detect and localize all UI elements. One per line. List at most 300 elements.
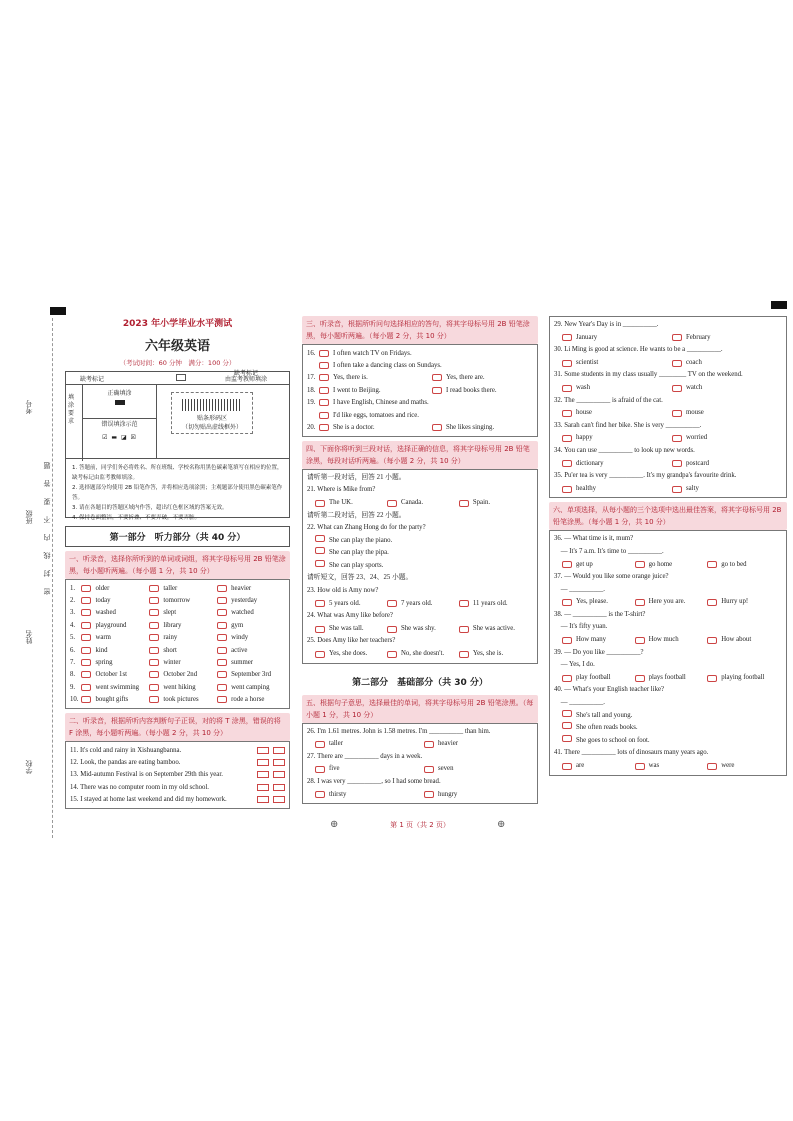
answer-bubble[interactable] [707,637,717,644]
exam-subject: 六年级英语 [144,339,210,354]
answer-bubble[interactable] [459,600,469,607]
question-text: 30. Li Ming is good at science. He wants to be a __________. [554,346,723,354]
question-number: 9. [70,683,76,691]
option[interactable] [554,735,782,748]
false-bubble[interactable] [273,784,285,791]
crosshair-icon: ⊕ [497,819,506,830]
option[interactable] [635,634,708,647]
option[interactable] [81,671,149,678]
option[interactable] [554,710,782,723]
option-text: I read books there. [446,386,497,394]
answer-bubble[interactable] [149,597,159,604]
answer-bubble[interactable] [149,684,159,691]
option[interactable] [217,696,285,703]
question-number: 17. [307,374,316,382]
option-text: mouse [686,409,704,417]
answer-bubble[interactable] [459,651,469,658]
option-text: summer [231,659,254,667]
part2-heading: 第二部分 基础部分（共 30 分） [352,677,488,688]
list-item [70,744,285,756]
option[interactable] [387,598,459,611]
answer-bubble[interactable] [217,659,227,666]
answer-bubble[interactable] [217,585,227,592]
true-bubble[interactable] [257,784,269,791]
answer-bubble[interactable] [672,460,682,467]
list-item [70,694,285,706]
option[interactable] [562,432,672,445]
list-item [70,607,285,619]
answer-bubble[interactable] [562,486,572,493]
option[interactable] [707,672,780,685]
answer-bubble[interactable] [217,696,227,703]
question-text: — __________. [554,585,605,593]
true-bubble[interactable] [257,759,269,766]
option[interactable] [432,374,485,381]
true-bubble[interactable] [257,771,269,778]
question-number: 7. [70,659,76,667]
option[interactable] [707,559,780,572]
option[interactable] [217,684,285,691]
option[interactable] [424,763,533,776]
wrong-fill-samples: ☑ ▬ ◪ ☒ [102,434,137,441]
option[interactable] [672,407,782,420]
question-text: 14. There was no computer room in my old school. [70,783,209,791]
question-number: 4. [70,621,76,629]
answer-bubble[interactable] [315,626,325,633]
answer-bubble[interactable] [635,599,645,606]
option[interactable] [432,387,497,394]
option-text: 5 years old. [329,599,361,607]
answer-bubble[interactable] [562,435,572,442]
instruction-item: 2. 选择题部分均使用 2B 铅笔作答，并将相应选项涂黑；主观题部分使用黑色碳素笔作答。 [72,485,283,501]
list-item [307,359,533,371]
info-box [65,371,290,459]
answer-bubble[interactable] [562,599,572,606]
answer-bubble[interactable] [459,626,469,633]
option[interactable] [81,609,149,616]
option-text: went swimming [95,683,140,691]
sidebar [20,360,56,820]
answer-bubble[interactable] [315,651,325,658]
list-item [70,793,285,805]
answer-bubble[interactable] [562,561,572,568]
option-text: September 3rd [231,671,271,679]
question-text: 27. There are __________ days in a week. [307,752,423,760]
answer-bubble[interactable] [562,735,572,742]
options-row [554,760,782,773]
answer-bubble[interactable] [672,385,682,392]
answer-bubble[interactable] [217,634,227,641]
option[interactable] [315,789,424,802]
answer-bubble[interactable] [562,385,572,392]
option-text: bought gifts [95,696,129,704]
option[interactable] [81,647,149,654]
list-item [70,769,285,781]
answer-bubble[interactable] [81,659,91,666]
option[interactable] [707,596,780,609]
option-text: short [163,646,177,654]
answer-bubble[interactable] [217,684,227,691]
option[interactable] [149,609,217,616]
option[interactable] [672,483,782,496]
option[interactable] [149,634,217,641]
option-text: play football [576,673,611,681]
answer-bubble[interactable] [635,561,645,568]
option[interactable] [149,597,217,604]
option[interactable] [707,760,780,773]
option[interactable] [672,357,782,370]
seal-warning: 密 封 线 内 不 要 答 题 [43,460,51,595]
option[interactable] [562,559,635,572]
answer-bubble[interactable] [707,561,717,568]
option[interactable] [672,458,782,471]
option[interactable] [635,596,708,609]
option[interactable] [432,424,494,431]
options-row [307,648,533,661]
answer-bubble[interactable] [217,671,227,678]
option[interactable] [315,598,387,611]
question-text: — It's fifty yuan. [554,623,608,631]
answer-bubble[interactable] [635,637,645,644]
options-row [554,458,782,471]
answer-bubble[interactable] [149,634,159,641]
option[interactable] [387,648,459,661]
answer-bubble[interactable] [315,535,325,542]
option[interactable] [459,623,531,636]
answer-bubble[interactable] [81,622,91,629]
answer-bubble[interactable] [319,374,329,381]
option[interactable] [459,598,531,611]
answer-bubble[interactable] [635,763,645,770]
answer-bubble[interactable] [672,360,682,367]
options-row [554,357,782,370]
list-item [70,632,285,644]
answer-bubble[interactable] [315,766,325,773]
answer-bubble[interactable] [672,435,682,442]
option-text: thirsty [329,790,347,798]
option[interactable] [707,634,780,647]
option-text: February [686,333,711,341]
option[interactable] [562,760,635,773]
true-bubble[interactable] [257,747,269,754]
option-text: She is a doctor. [333,424,375,432]
option-text: January [576,333,598,341]
question-text: 36. — What time is it, mum? [554,535,634,543]
option[interactable] [81,659,149,666]
option[interactable] [217,647,285,654]
option-text: Yes, she does. [329,650,368,658]
option[interactable] [387,623,459,636]
option[interactable] [81,684,149,691]
option[interactable] [81,622,149,629]
answer-bubble[interactable] [562,637,572,644]
answer-bubble[interactable] [707,599,717,606]
question-text: 41. There __________ lots of dinosaurs many years ago. [554,749,709,757]
option[interactable] [319,374,432,381]
option-text: watch [686,383,703,391]
barcode-label: 贴条形码区 [196,415,227,422]
option[interactable] [315,763,424,776]
option[interactable] [149,684,217,691]
option-text: No, she doesn't. [400,650,445,658]
option[interactable] [307,547,533,560]
option[interactable] [319,412,522,419]
question-text: 33. Sarah can't find her bike. She is very __________. [554,421,702,429]
answer-bubble[interactable] [319,399,329,406]
option-text: October 1st [95,671,127,679]
page-footer: 第 1 页（共 2 页） [390,821,450,829]
answer-bubble[interactable] [562,460,572,467]
answer-bubble[interactable] [672,334,682,341]
options-row [554,559,782,572]
answer-bubble[interactable] [81,671,91,678]
question-text: 39. — Do you like __________? [554,648,644,656]
answer-bubble[interactable] [81,684,91,691]
option[interactable] [149,622,217,629]
answer-bubble[interactable] [562,410,572,417]
option-text: yesterday [231,597,258,605]
list-item [70,644,285,656]
list-item [307,421,533,433]
option[interactable] [149,647,217,654]
option[interactable] [149,671,217,678]
false-bubble[interactable] [273,796,285,803]
answer-bubble[interactable] [319,424,329,431]
option[interactable] [672,332,782,345]
question-number: 16. [307,349,316,357]
option[interactable] [562,596,635,609]
option-text: seven [438,765,454,773]
option[interactable] [635,559,708,572]
answer-bubble[interactable] [672,410,682,417]
answer-bubble[interactable] [432,424,442,431]
option[interactable] [81,634,149,641]
option[interactable] [635,672,708,685]
option-text: She was tall. [329,624,364,632]
option-text: healthy [576,484,597,492]
answer-bubble[interactable] [149,622,159,629]
option[interactable] [315,648,387,661]
option[interactable] [562,332,672,345]
option[interactable] [562,382,672,395]
question-text: 12. Look, the pandas are eating bamboo. [70,758,181,766]
option-text: She can play the piano. [329,536,393,544]
option-text: windy [231,634,249,642]
answer-bubble[interactable] [149,647,159,654]
false-bubble[interactable] [273,759,285,766]
answer-bubble[interactable] [81,597,91,604]
false-bubble[interactable] [273,747,285,754]
option[interactable] [217,585,285,592]
instruction-item: 4. 保持卷面整洁，不要折叠、不要弄破，不要弄脏。 [72,515,200,521]
list-item [307,372,533,384]
option[interactable] [562,672,635,685]
answer-bubble[interactable] [319,362,329,369]
option-text: October 2nd [163,671,198,679]
list-item [70,669,285,681]
question-text: 请听第二段对话，回答 22 小题。 [307,511,406,519]
answer-bubble[interactable] [387,651,397,658]
option-text: older [95,584,110,592]
answer-bubble[interactable] [387,500,397,507]
options-row [307,763,533,776]
option-text: coach [686,358,702,366]
option[interactable] [81,585,149,592]
answer-bubble[interactable] [562,675,572,682]
option[interactable] [424,738,533,751]
option[interactable] [424,789,533,802]
answer-bubble[interactable] [315,500,325,507]
answer-bubble[interactable] [217,622,227,629]
barcode-area [171,392,253,434]
xuexiao-label: 学校 [25,760,33,774]
answer-bubble[interactable] [149,659,159,666]
list-item [307,409,533,421]
options-row [307,789,533,802]
answer-bubble[interactable] [81,647,91,654]
answer-bubble[interactable] [81,609,91,616]
option-text: scientist [576,358,599,366]
true-bubble[interactable] [257,796,269,803]
option[interactable] [562,458,672,471]
option-text: How about [721,636,752,644]
answer-bubble[interactable] [81,696,91,703]
answer-bubble[interactable] [81,585,91,592]
option[interactable] [307,535,533,548]
option-text: kind [95,646,108,654]
option[interactable] [319,387,432,394]
option[interactable] [635,760,708,773]
option-text: spring [95,659,113,667]
answer-bubble[interactable] [319,412,329,419]
question-number: 18. [307,386,316,394]
absent-mark-box[interactable] [176,374,186,381]
option-text: playground [95,621,127,629]
answer-bubble[interactable] [149,696,159,703]
section6-instructions: 六、单项选择，从每小题的三个选项中选出最佳答案，将其字母标号用 2B 铅笔涂黑。（每小题 1 分，共 10 分） [549,502,787,530]
answer-bubble[interactable] [432,374,442,381]
option-text: get up [576,560,593,568]
answer-bubble[interactable] [315,741,325,748]
option[interactable] [315,623,387,636]
answer-bubble[interactable] [315,791,325,798]
option[interactable] [459,648,531,661]
option[interactable] [217,622,285,629]
option[interactable] [562,407,672,420]
answer-bubble[interactable] [562,334,572,341]
question-text: 13. Mid-autumn Festival is on September 29th this year. [70,771,223,779]
option-text: postcard [686,459,710,467]
option[interactable] [562,483,672,496]
answer-bubble[interactable] [635,675,645,682]
answer-bubble[interactable] [424,741,434,748]
option[interactable] [217,609,285,616]
absent-mark-note: 缺考标记 由监考教师填涂 [224,370,267,383]
option[interactable] [217,597,285,604]
answer-bubble[interactable] [319,387,329,394]
answer-bubble[interactable] [149,671,159,678]
option[interactable] [319,350,522,357]
answer-bubble[interactable] [707,675,717,682]
question-text: 22. What can Zhang Hong do for the party? [307,524,426,532]
option[interactable] [217,634,285,641]
answer-bubble[interactable] [432,387,442,394]
answer-bubble[interactable] [149,585,159,592]
option[interactable] [319,424,432,431]
option[interactable] [217,671,285,678]
column-3 [549,316,787,776]
option-text: plays football [648,673,686,681]
option[interactable] [315,738,424,751]
answer-bubble[interactable] [217,597,227,604]
option[interactable] [81,696,149,703]
option[interactable] [81,597,149,604]
answer-bubble[interactable] [459,500,469,507]
answer-bubble[interactable] [707,763,717,770]
option[interactable] [562,634,635,647]
answer-bubble[interactable] [387,600,397,607]
answer-bubble[interactable] [315,560,325,567]
option-text: rainy [163,634,178,642]
option-text: I often take a dancing class on Sundays. [333,362,442,370]
answer-bubble[interactable] [562,360,572,367]
option-text: The UK. [329,498,353,506]
option[interactable] [554,722,782,735]
answer-bubble[interactable] [562,710,572,717]
answer-bubble[interactable] [387,626,397,633]
answer-bubble[interactable] [217,647,227,654]
answer-bubble[interactable] [149,609,159,616]
section5-continued [549,316,787,498]
option[interactable] [149,585,217,592]
option-text: I often watch TV on Fridays. [333,349,412,357]
answer-bubble[interactable] [319,350,329,357]
list-item [307,397,533,409]
answer-bubble[interactable] [672,486,682,493]
option[interactable] [387,497,459,510]
answer-bubble[interactable] [424,766,434,773]
answer-bubble[interactable] [562,763,572,770]
option-text: Yes, please. [576,598,608,606]
option-text: worried [686,434,708,442]
option[interactable] [672,382,782,395]
option[interactable] [459,497,531,510]
answer-bubble[interactable] [315,600,325,607]
corner-mark [50,307,66,315]
option[interactable] [149,659,217,666]
question-text: — Yes, I do. [554,661,595,669]
answer-bubble[interactable] [81,634,91,641]
answer-bubble[interactable] [315,547,325,554]
option[interactable] [149,696,217,703]
option[interactable] [319,399,522,406]
option[interactable] [319,362,522,369]
section2-instructions: 二、听录音，根据所听内容判断句子正误，对的将 T 涂黑，错误的将 F 涂黑，每小题听两遍。（每小题 2 分，共 10 分） [65,713,290,741]
option-text: house [576,409,592,417]
option[interactable] [315,497,387,510]
option-text: taller [163,584,178,592]
option-text: She can play the pipa. [329,549,389,557]
option[interactable] [307,560,533,573]
option[interactable] [562,357,672,370]
question-text: 26. I'm 1.61 metres. John is 1.58 metres. I'm __________ than him. [307,727,491,735]
false-bubble[interactable] [273,771,285,778]
answer-bubble[interactable] [217,609,227,616]
option[interactable] [672,432,782,445]
answer-bubble[interactable] [424,791,434,798]
option[interactable] [217,659,285,666]
answer-bubble[interactable] [562,722,572,729]
